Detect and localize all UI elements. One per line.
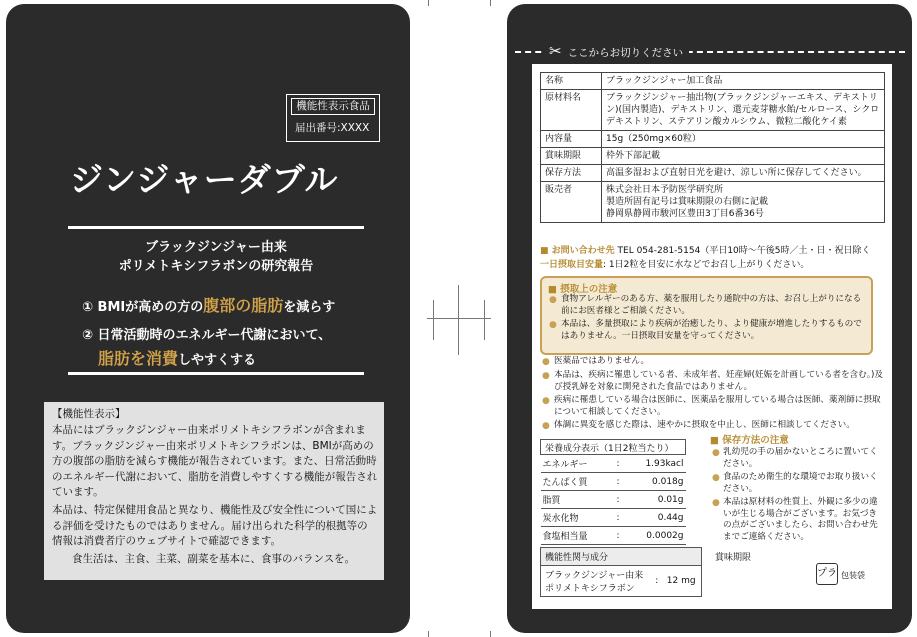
functional-heading: 機能性関与成分 [541,548,702,566]
spec-value: 15g（250mg×60粒） [602,131,885,148]
registration-mark [458,285,459,355]
spec-value: ブラックジンジャー抽出物(ブラックジンジャーエキス、デキストリン)(国内製造)、デキストリン、還元麦芽糖水飴/セルロース、シクロデキストリン、ステアリン酸カルシウム、微粒二酸化ケイ素 [602,90,885,131]
spec-value: 高温多湿および直射日光を避け、涼しい所に保存してください。 [602,165,885,182]
nutrient-sep: : [611,509,625,527]
nutrient-name: 脂質 [541,491,611,509]
nutrient-sep: : [611,527,625,545]
subtitle-line-2: ポリメトキシフラボンの研究報告 [118,259,314,274]
expiry-label: 賞味期限 [715,553,752,563]
spec-label: 名称 [541,73,602,90]
nutrient-name: たんぱく質 [541,473,611,491]
bullet-icon: ● [542,357,550,367]
spec-label: 保存方法 [541,165,602,182]
claim-2-highlight: 脂肪を消費 [98,349,179,368]
claim-2-post: しやすくする [178,353,257,368]
crop-mark [428,0,429,6]
table-row [541,131,885,148]
cut-label: ここからお切りください [567,47,684,59]
storage-item: 食品のため衛生的な環境でお取り扱いください。 [723,472,878,494]
storage-caution-heading: ■ 保存方法の注意 [710,435,789,446]
table-row [541,165,885,182]
spec-value: 枠外下部記載 [602,148,885,165]
table-row [541,527,686,545]
table-row [541,509,686,527]
nutrient-value: 0.0002g [625,527,686,545]
product-spec-table [540,72,885,223]
registration-mark [433,300,434,340]
storage-item: 乳幼児の手の届かないところに置いてください。 [723,447,878,469]
functional-amount: 12 mg [663,566,702,597]
product-title: ジンジャーダブル [70,160,339,199]
caution-item: 食物アレルギーのある方、薬を服用したり通院中の方は、お召し上がりになる前にお医者様とご相談ください。 [561,294,862,316]
functional-food-badge [286,94,380,142]
contact-text: TEL 054-281-5154（平日10時～午後5時／土・日・祝日除く [617,246,871,256]
nutrient-value: 0.44g [625,509,686,527]
notice-item: 医薬品ではありません。 [554,356,650,366]
notice-item: 本品は、疾病に罹患している者、未成年者、妊産婦(妊娠を計画している者を含む。)及び授乳婦を対象に開発された食品ではありません。 [554,370,883,392]
function-claim-box [44,402,384,580]
contact-label: ■ お問い合わせ先 [540,246,615,256]
claim-1-post: を減らす [283,300,336,315]
cut-instruction [543,42,689,60]
intake-line [540,258,871,272]
nutrient-name: エネルギー [541,455,611,473]
bullet-icon: ● [542,396,550,406]
claim-2-line-1: ② 日常活動時のエネルギー代謝において、 [82,328,332,343]
functional-ingredient-table [540,547,702,597]
contact-info [540,244,871,272]
table-row [541,182,885,223]
disclaimer-text: 本品は、特定保健用食品と異なり、機能性及び安全性について国による評価を受けたものではありません。届け出られた科学的根拠等の情報は消費者庁のウェブサイトで確認できます。 [52,504,378,547]
spec-label: 原材料名 [541,90,602,131]
registration-mark [427,318,491,319]
bullet-icon: ● [542,371,550,381]
table-row [541,455,686,473]
scissors-icon: ✂ [549,42,562,60]
nutrition-heading: 栄養成分表示（1日2粒当たり） [541,440,686,455]
nutrient-name: 炭水化物 [541,509,611,527]
caution-item: 本品は、多量摂取により疾病が治癒したり、より健康が増進したりするものではありません。一日摂取目安量を守ってください。 [561,319,862,341]
notice-item: 疾病に罹患している場合は医師に、医薬品を服用している場合は医師、薬剤師に摂取について相談してください。 [554,395,881,417]
functional-name: ブラックジンジャー由来 ポリメトキシフラボン [541,566,652,597]
nutrient-sep: : [611,473,625,491]
table-row [541,491,686,509]
label-area [532,64,892,609]
table-row [541,73,885,90]
table-row [541,148,885,165]
nutrient-value: 1.93kacl [625,455,686,473]
bullet-icon: ● [712,473,720,483]
badge-notification-number: 届出番号:XXXX [295,122,370,134]
registration-mark [484,300,485,340]
notice-item: 体調に異変を感じた際は、速やかに摂取を中止し、医師に相談してください。 [554,420,855,430]
claim-1-pre: ① BMIが高めの方の [82,300,204,315]
bullet-icon: ● [712,498,720,508]
package-back [507,4,912,633]
spec-label: 販売者 [541,182,602,223]
diet-balance-text: 食生活は、主食、主菜、副菜を基本に、食事のバランスを。 [72,553,356,565]
claim-1 [82,293,335,316]
bullet-icon: ● [542,421,550,431]
bullet-icon: ● [549,295,557,305]
function-claim-text: 本品にはブラックジンジャー由来ポリメトキシフラボンが含まれます。ブラックジンジャー由来ポリメトキシフラボンは、BMIが高めの方の腹部の脂肪を減らす機能が報告されています。また、日常活動時のエネルギー代謝において、脂肪を消費しやすくする機能が報告されています。 [52,424,378,498]
recycle-label: 包装袋 [841,571,865,580]
table-row [541,90,885,131]
badge-type: 機能性表示食品 [291,98,375,115]
claim-2-line-2 [98,346,256,369]
intake-label: 一日摂取目安量 [540,260,604,270]
nutrient-value: 0.018g [625,473,686,491]
table-row [541,473,686,491]
package-front [6,4,410,633]
caution-heading: ■ 摂取上の注意 [548,284,618,295]
storage-item: 本品は原材料の性質上、外観に多少の違いが生じる場合がございます。お気づきの点がございましたら、お問い合わせ先までご連絡ください。 [723,497,878,542]
bullet-icon: ● [549,320,557,330]
spec-value: ブラックジンジャー加工食品 [602,73,885,90]
nutrition-table [540,439,686,545]
spec-label: 賞味期限 [541,148,602,165]
table-row [541,548,702,566]
intake-text: : 1日2粒を目安に水などでお召し上がりください。 [603,260,810,270]
divider [68,372,364,375]
crop-mark [490,631,491,637]
divider [68,226,364,229]
table-row [541,566,702,597]
function-claim-heading: 【機能性表示】 [52,408,126,420]
nutrient-sep: : [611,455,625,473]
claim-1-highlight: 腹部の脂肪 [203,296,284,315]
nutrient-name: 食塩相当量 [541,527,611,545]
nutrient-sep: : [611,491,625,509]
crop-mark [490,0,491,6]
contact-line [540,244,871,258]
subtitle-line-1: ブラックジンジャー由来 [145,240,287,255]
spec-value: 株式会社日本予防医学研究所 製造所固有記号は賞味期限の右側に記載 静岡県静岡市駿河区豊田3丁目6番36号 [602,182,885,223]
functional-sep: : [651,566,662,597]
bullet-icon: ● [712,448,720,458]
crop-mark [428,631,429,637]
spec-label: 内容量 [541,131,602,148]
nutrient-value: 0.01g [625,491,686,509]
intake-caution-box [540,276,873,355]
table-row [541,440,686,455]
recycle-icon: プラ [816,563,838,585]
